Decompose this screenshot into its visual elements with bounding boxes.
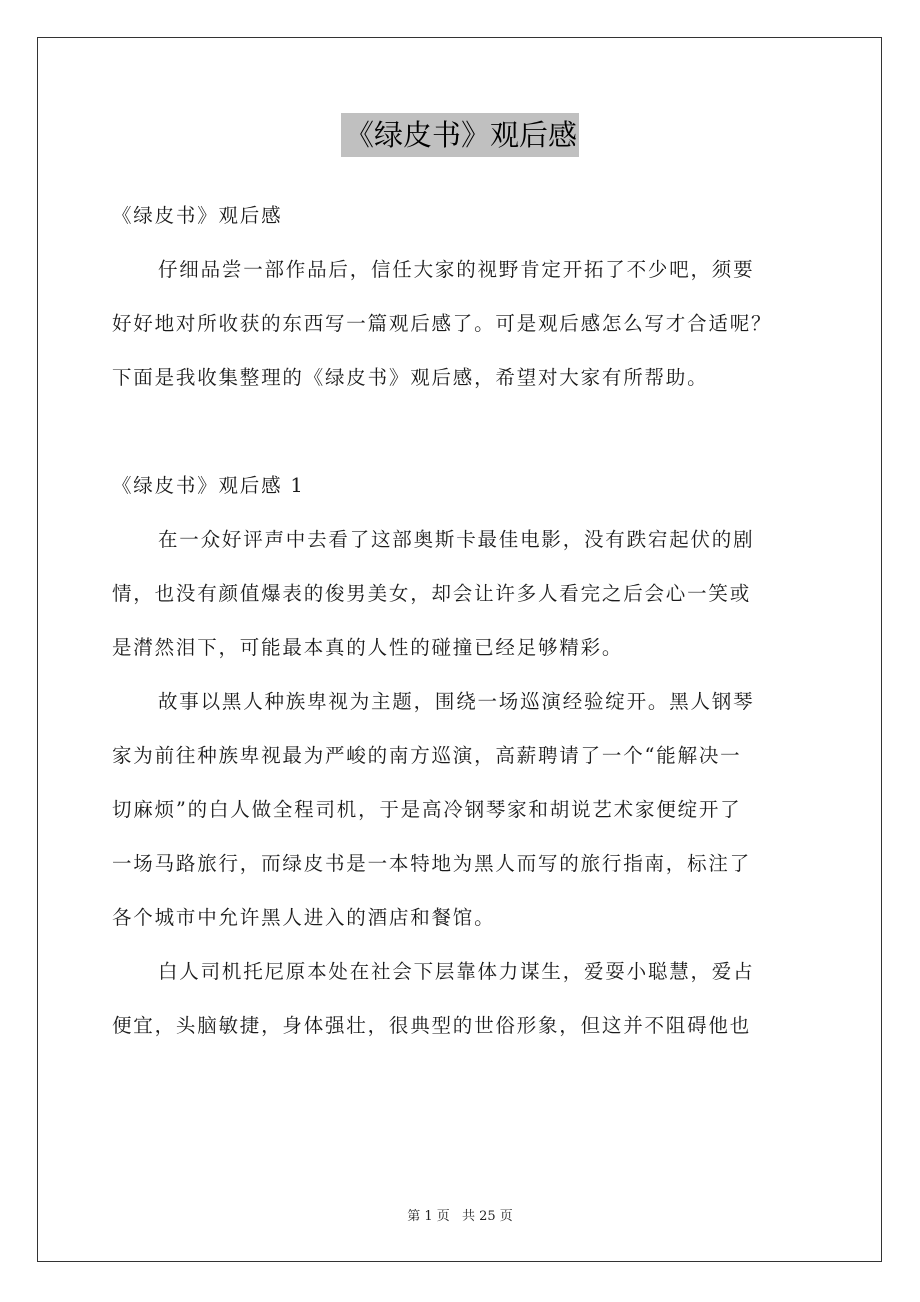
paragraph-line: 白人司机托尼原本处在社会下层靠体力谋生，爱耍小聪慧，爱占 bbox=[158, 960, 755, 983]
intro-line: 下面是我收集整理的《绿皮书》观后感，希望对大家有所帮助。 bbox=[112, 366, 709, 389]
paragraph-line: 各个城市中允许黑人进入的酒店和餐馆。 bbox=[112, 906, 496, 929]
subtitle: 《绿皮书》观后感 bbox=[112, 204, 283, 227]
paragraph-line: 一场马路旅行，而绿皮书是一本特地为黑人而写的旅行指南，标注了 bbox=[112, 852, 752, 875]
intro-line: 仔细品尝一部作品后，信任大家的视野肯定开拓了不少吧，须要 bbox=[158, 258, 755, 281]
paragraph-line: 便宜，头脑敏捷，身体强壮，很典型的世俗形象，但这并不阻碍他也 bbox=[112, 1014, 752, 1037]
document-title: 《绿皮书》观后感 bbox=[341, 113, 579, 157]
paragraph-line: 是潸然泪下，可能最本真的人性的碰撞已经足够精彩。 bbox=[112, 636, 624, 659]
paragraph-line: 切麻烦”的白人做全程司机，于是高冷钢琴家和胡说艺术家便绽开了 bbox=[112, 798, 742, 821]
document-body bbox=[112, 196, 812, 1060]
paragraph-line: 故事以黑人种族卑视为主题，围绕一场巡演经验绽开。黑人钢琴 bbox=[158, 690, 755, 713]
paragraph-line: 在一众好评声中去看了这部奥斯卡最佳电影，没有跌宕起伏的剧 bbox=[158, 528, 755, 551]
paragraph-line: 情，也没有颜值爆表的俊男美女，却会让许多人看完之后会心一笑或 bbox=[112, 582, 752, 605]
spacer bbox=[112, 412, 812, 466]
page-footer bbox=[0, 1205, 920, 1224]
page-total: 共 25 页 bbox=[461, 1209, 513, 1224]
section-heading: 《绿皮书》观后感 1 bbox=[112, 474, 305, 497]
page-number: 第 1 页 bbox=[407, 1209, 450, 1224]
paragraph-line: 家为前往种族卑视最为严峻的南方巡演，高薪聘请了一个“能解决一 bbox=[112, 744, 742, 767]
title-container bbox=[0, 113, 920, 157]
intro-line: 好好地对所收获的东西写一篇观后感了。可是观后感怎么写才合适呢？ bbox=[112, 312, 773, 335]
